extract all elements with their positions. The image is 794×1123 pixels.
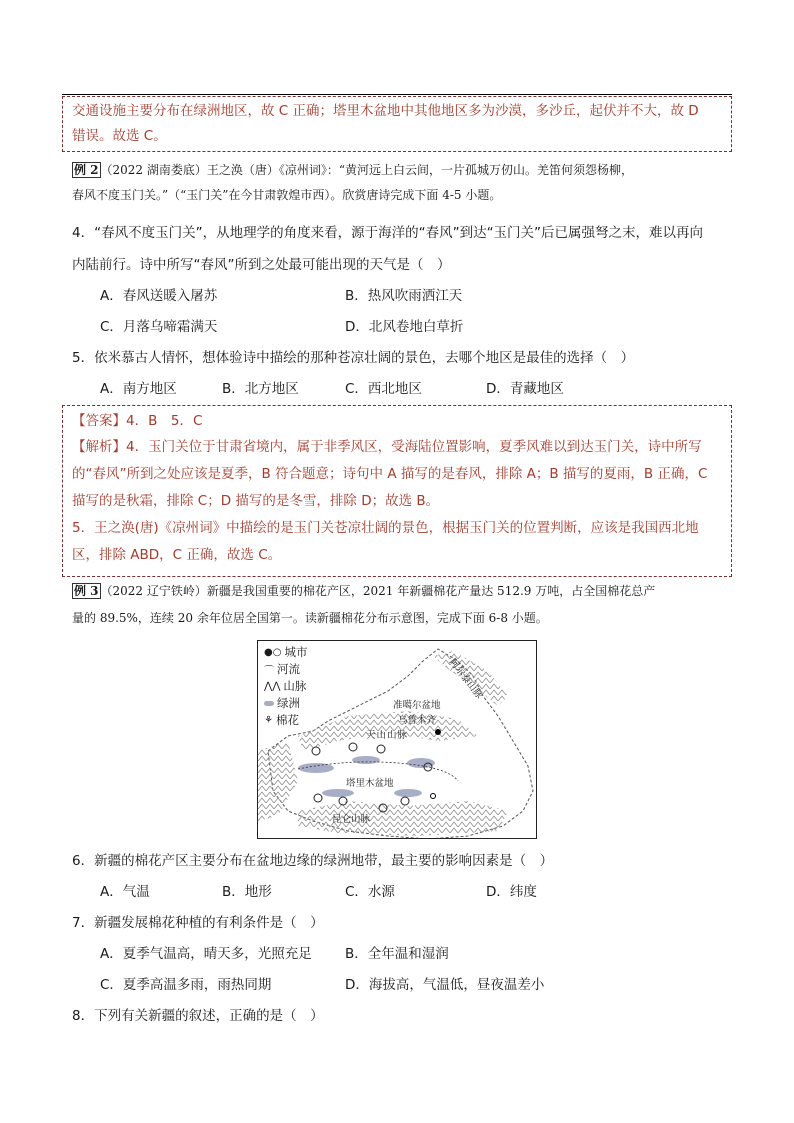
oasis (394, 789, 422, 797)
q8-stem: 8．下列有关新疆的叙述，正确的是（ ） (72, 1008, 324, 1024)
oasis (352, 756, 380, 764)
q4-option-a: A．春风送暖入屠苏 (100, 288, 218, 304)
q5-option-d: D．青藏地区 (486, 381, 564, 397)
q7-option-a: A．夏季气温高，晴天多，光照充足 (100, 946, 312, 962)
altai-label: 阿尔泰山脉 (446, 656, 485, 702)
legend-mountain: ⋀⋀ 山脉 (264, 679, 307, 693)
kunlun-label: 昆仑山脉 (332, 814, 371, 825)
q6-option-d: D．纬度 (486, 884, 537, 900)
oasis (407, 758, 435, 768)
example-2 (72, 160, 633, 180)
analysis-line-5: 区，排除 ABD，C 正确，故选 C。 (72, 547, 282, 563)
q5-stem: 5．依米慕古人情怀，想体验诗中描绘的那种苍凉壮阔的景色，去哪个地区是最佳的选择（ ） (72, 350, 635, 366)
legend-oasis: 绿洲 (264, 695, 300, 711)
answer-text: 4．B 5．C (126, 413, 203, 429)
xinjiang-cotton-map (257, 640, 537, 839)
example-3-line-1: （2022 辽宁铁岭）新疆是我国重要的棉花产区，2021 年新疆棉花产量达 512.9 万吨，占全国棉花总产 (100, 584, 656, 598)
header-rule (62, 94, 732, 95)
q4-option-d: D．北风卷地白草折 (345, 319, 464, 335)
q7-option-b: B．全年温和湿润 (345, 946, 449, 962)
prev-analysis-line-2: 错误。故选 C。 (72, 128, 167, 144)
q4-option-c: C．月落乌啼霜满天 (100, 319, 218, 335)
example-3 (72, 581, 655, 601)
q6-option-a: A．气温 (100, 884, 150, 900)
q6-option-b: B．地形 (222, 884, 272, 900)
q6-stem: 6．新疆的棉花产区主要分布在盆地边缘的绿洲地带，最主要的影响因素是（ ） (72, 853, 554, 869)
analysis-line-1 (72, 437, 702, 457)
kunlun-mountains (298, 801, 508, 836)
urumqi-label: 乌鲁木齐 (398, 715, 437, 726)
example-2-line-1: （2022 湖南娄底）王之涣（唐）《凉州词》：“黄河远上白云间，一片孤城万仞山。羌笛何须怨杨柳， (100, 163, 634, 177)
analysis-text-1: 4．玉门关位于甘肃省境内，属于非季风区，受海陆位置影响，夏季风难以到达玉门关，诗中所写 (126, 439, 702, 455)
q7-option-c: C．夏季高温多雨，雨热同期 (100, 977, 272, 993)
q4-option-b: B．热风吹雨洒江天 (345, 288, 463, 304)
legend-city: ●○ 城市 (264, 645, 308, 659)
analysis-line-3: 描写的是秋霜，排除 C；D 描写的是冬雪，排除 D；故选 B。 (72, 493, 440, 509)
legend-river: ⌒ 河流 (264, 662, 300, 677)
q4-stem-line-1: 4．“春风不度玉门关”，从地理学的角度来看，源于海洋的“春风”到达“玉门关”后已属强弩之末，难以再向 (72, 225, 704, 241)
tianshan-label: 天山山脉 (366, 730, 409, 741)
pamir-mountains (258, 741, 298, 821)
prev-analysis-line-1: 交通设施主要分布在绿洲地区，故 C 正确；塔里木盆地中其他地区多为沙漠，多沙丘，起伏并不大，故 D (72, 103, 699, 119)
example-2-tag: 例 2 (74, 163, 99, 177)
example-3-tag: 例 3 (74, 584, 99, 598)
q5-option-c: C．西北地区 (345, 381, 422, 397)
q7-stem: 7．新疆发展棉花种植的有利条件是（ ） (72, 915, 324, 931)
example-2-line-2: 春风不度玉门关。”（“玉门关”在今甘肃敦煌市西）。欣赏唐诗完成下面 4-5 小题。 (72, 188, 502, 202)
urumqi-city (435, 729, 441, 735)
q7-option-d: D．海拔高，气温低，昼夜温差小 (345, 977, 545, 993)
answer-line (72, 411, 202, 431)
analysis-line-4: 5．王之涣(唐)《凉州词》中描绘的是玉门关苍凉壮阔的景色，根据玉门关的位置判断，应该是我国西北地 (72, 520, 699, 536)
q4-stem-line-2: 内陆前行。诗中所写“春风”所到之处最可能出现的天气是（ ） (72, 257, 451, 273)
junggar-label: 准噶尔盆地 (393, 700, 441, 711)
q5-option-b: B．北方地区 (222, 381, 299, 397)
analysis-line-2: 的“春风”所到之处应该是夏季，B 符合题意；诗句中 A 描写的是春风，排除 A；B 描写的夏雨，B 正确，C (72, 466, 708, 482)
legend-cotton: ⚘ 棉花 (264, 713, 299, 727)
q5-option-a: A．南方地区 (100, 381, 177, 397)
analysis-label: 【解析】 (72, 439, 126, 455)
example-3-line-2: 量的 89.5%，连续 20 余年位居全国第一。读新疆棉花分布示意图，完成下面 6-8 小题。 (72, 611, 548, 625)
answer-label: 【答案】 (72, 413, 126, 429)
city (431, 794, 436, 799)
tarim-label: 塔里木盆地 (346, 778, 394, 789)
q6-option-c: C．水源 (345, 884, 395, 900)
oasis (322, 789, 354, 797)
